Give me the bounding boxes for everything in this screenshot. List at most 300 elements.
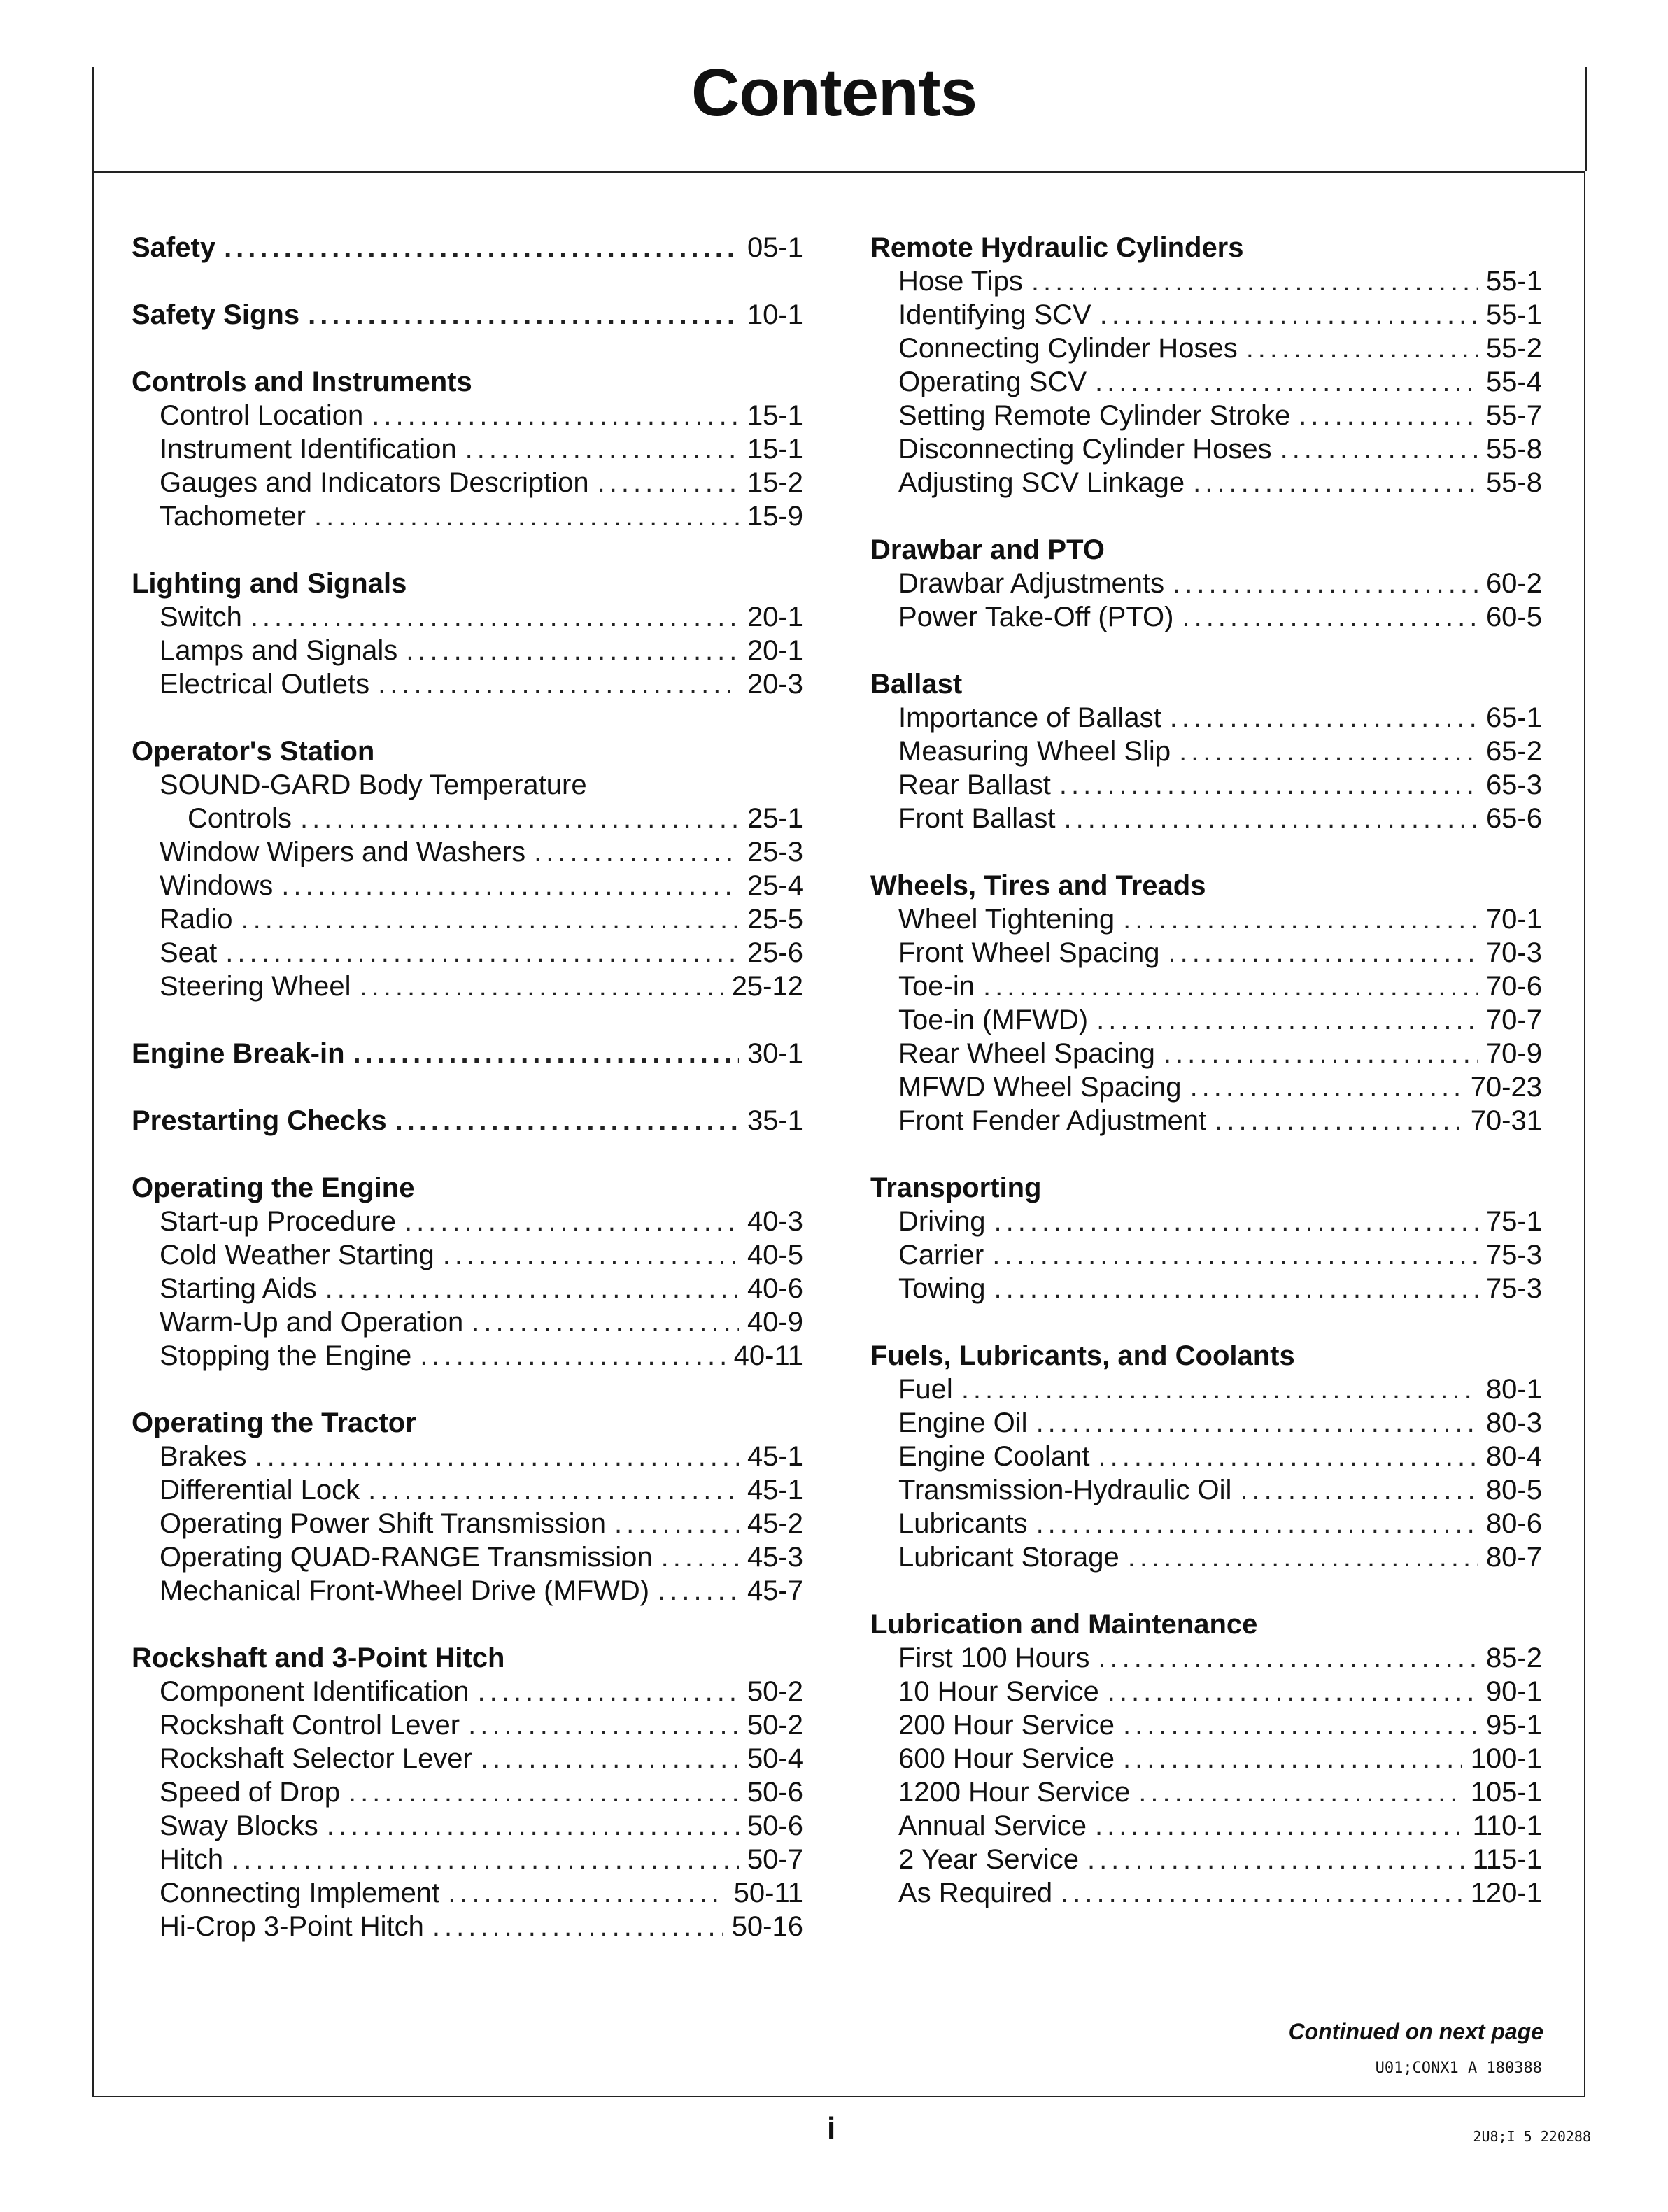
dot-leader xyxy=(1123,1742,1462,1775)
toc-page-number: 15-9 xyxy=(747,501,803,532)
toc-page-number: 80-3 xyxy=(1485,1408,1542,1438)
toc-entry-label: Setting Remote Cylinder Stroke xyxy=(898,400,1291,431)
toc-page-number: 75-3 xyxy=(1485,1273,1542,1304)
dot-leader xyxy=(1096,1003,1478,1037)
toc-page-number: 45-1 xyxy=(747,1441,803,1472)
dot-leader xyxy=(368,1473,739,1507)
dot-leader xyxy=(961,1373,1478,1406)
toc-entry xyxy=(132,1809,803,1843)
toc-entry xyxy=(132,1708,803,1742)
toc-left-column xyxy=(132,231,803,1943)
toc-entry xyxy=(870,970,1542,1003)
toc-entry xyxy=(132,768,803,802)
toc-entry xyxy=(132,970,803,1003)
toc-entry-label: 600 Hour Service xyxy=(898,1743,1115,1774)
dot-leader xyxy=(224,231,739,264)
toc-entry-label: 200 Hour Service xyxy=(898,1710,1115,1740)
toc-entry xyxy=(870,735,1542,768)
toc-entry-label: Power Take-Off (PTO) xyxy=(898,602,1174,632)
dot-leader xyxy=(225,936,739,970)
toc-page-number: 45-1 xyxy=(747,1475,803,1505)
toc-section-heading xyxy=(132,365,803,399)
toc-entry-label: Fuels, Lubricants, and Coolants xyxy=(870,1340,1295,1371)
toc-entry-label: Window Wipers and Washers xyxy=(160,837,526,867)
toc-entry-label: Safety xyxy=(132,232,216,263)
toc-entry-label: Rockshaft Selector Lever xyxy=(160,1743,472,1774)
toc-entry xyxy=(870,1473,1542,1507)
continued-note: Continued on next page xyxy=(1288,2019,1543,2044)
toc-entry-label: Wheel Tightening xyxy=(898,904,1115,935)
toc-entry xyxy=(870,1641,1542,1675)
dot-leader xyxy=(308,298,739,332)
toc-entry xyxy=(870,1272,1542,1305)
toc-page-number: 70-1 xyxy=(1485,904,1542,935)
toc-page-number: 65-1 xyxy=(1485,702,1542,733)
toc-entry xyxy=(870,902,1542,936)
toc-entry xyxy=(132,1876,803,1910)
toc-entry xyxy=(870,567,1542,600)
toc-entry xyxy=(132,399,803,432)
toc-entry-label: First 100 Hours xyxy=(898,1643,1090,1673)
dot-leader xyxy=(1190,1070,1462,1104)
toc-page-number: 20-3 xyxy=(747,669,803,700)
dot-leader xyxy=(255,1440,739,1473)
toc-entry xyxy=(870,466,1542,499)
toc-entry-label: Engine Coolant xyxy=(898,1441,1090,1472)
toc-entry-label: Lubricant Storage xyxy=(898,1542,1119,1573)
toc-page-number: 25-4 xyxy=(747,870,803,901)
toc-entry-label: Lighting and Signals xyxy=(132,568,407,599)
dot-leader xyxy=(1098,1440,1478,1473)
toc-section-heading xyxy=(132,1406,803,1440)
toc-entry xyxy=(870,1440,1542,1473)
toc-page-number: 45-2 xyxy=(747,1508,803,1539)
toc-page-number: 35-1 xyxy=(747,1105,803,1136)
toc-entry-label: Drawbar and PTO xyxy=(870,534,1105,565)
toc-page-number: 60-2 xyxy=(1485,568,1542,599)
toc-entry-label: 2 Year Service xyxy=(898,1844,1079,1875)
toc-entry-label: Rear Wheel Spacing xyxy=(898,1038,1155,1069)
toc-entry xyxy=(132,1675,803,1708)
dot-leader xyxy=(348,1775,739,1809)
toc-entry-label: Tachometer xyxy=(160,501,306,532)
toc-page-number: 40-5 xyxy=(747,1240,803,1270)
toc-entry xyxy=(870,1708,1542,1742)
dot-leader xyxy=(1059,768,1478,802)
toc-entry-label: Toe-in xyxy=(898,971,975,1002)
toc-section-heading xyxy=(132,1104,803,1137)
toc-page-number: 55-8 xyxy=(1485,434,1542,465)
dot-leader xyxy=(983,970,1478,1003)
dot-leader xyxy=(1098,1641,1478,1675)
toc-page-number: 70-6 xyxy=(1485,971,1542,1002)
toc-section-heading xyxy=(870,1171,1542,1205)
dot-leader xyxy=(420,1339,725,1373)
dot-leader xyxy=(1299,399,1478,432)
toc-entry-label: Transmission-Hydraulic Oil xyxy=(898,1475,1232,1505)
toc-entry-label: Sway Blocks xyxy=(160,1810,318,1841)
toc-entry xyxy=(132,634,803,667)
toc-entry-label: 10 Hour Service xyxy=(898,1676,1099,1707)
toc-section-heading xyxy=(132,298,803,332)
toc-entry xyxy=(132,600,803,634)
toc-page-number: 45-3 xyxy=(747,1542,803,1573)
toc-entry-label: Start-up Procedure xyxy=(160,1206,396,1237)
toc-entry-label: Carrier xyxy=(898,1240,984,1270)
dot-leader xyxy=(1138,1775,1462,1809)
toc-entry-label: Mechanical Front-Wheel Drive (MFWD) xyxy=(160,1575,650,1606)
toc-entry-label: MFWD Wheel Spacing xyxy=(898,1072,1182,1103)
toc-entry xyxy=(132,1205,803,1238)
dot-leader xyxy=(404,1205,739,1238)
toc-entry xyxy=(132,1339,803,1373)
toc-entry xyxy=(870,1742,1542,1775)
toc-entry-label: Instrument Identification xyxy=(160,434,457,465)
toc-entry xyxy=(132,466,803,499)
toc-entry xyxy=(132,432,803,466)
toc-entry-label: Driving xyxy=(898,1206,986,1237)
toc-entry-label: Lamps and Signals xyxy=(160,635,398,666)
toc-entry-label: Connecting Cylinder Hoses xyxy=(898,333,1238,364)
dot-leader xyxy=(1182,600,1477,634)
toc-entry xyxy=(132,1574,803,1608)
toc-entry-label: Seat xyxy=(160,937,218,968)
dot-leader xyxy=(1170,701,1478,735)
toc-page-number: 50-7 xyxy=(747,1844,803,1875)
toc-entry-label: Front Fender Adjustment xyxy=(898,1105,1207,1136)
toc-section-heading xyxy=(132,1037,803,1070)
dot-leader xyxy=(994,1205,1477,1238)
toc-page-number: 65-2 xyxy=(1485,736,1542,767)
toc-entry xyxy=(132,802,803,835)
toc-page-number: 20-1 xyxy=(747,635,803,666)
toc-page-number: 100-1 xyxy=(1470,1743,1542,1774)
toc-entry xyxy=(870,936,1542,970)
toc-entry-label: Rockshaft and 3-Point Hitch xyxy=(132,1643,505,1673)
toc-entry-label: Hose Tips xyxy=(898,266,1023,297)
toc-page-number: 30-1 xyxy=(747,1038,803,1069)
toc-entry-label: Speed of Drop xyxy=(160,1777,340,1808)
toc-entry-label: Windows xyxy=(160,870,274,901)
toc-page-number: 115-1 xyxy=(1472,1844,1542,1875)
dot-leader xyxy=(1100,298,1478,332)
toc-page-number: 50-2 xyxy=(747,1676,803,1707)
toc-section-heading xyxy=(870,1608,1542,1641)
toc-entry xyxy=(132,1272,803,1305)
toc-entry xyxy=(132,936,803,970)
dot-leader xyxy=(1246,332,1478,365)
toc-entry xyxy=(132,499,803,533)
toc-section-heading xyxy=(870,869,1542,902)
dot-leader xyxy=(661,1540,739,1574)
toc-page-number: 50-6 xyxy=(747,1777,803,1808)
toc-page-number: 70-3 xyxy=(1485,937,1542,968)
toc-page-number: 55-1 xyxy=(1485,266,1542,297)
toc-page-number: 40-11 xyxy=(733,1340,803,1371)
toc-page-number: 80-7 xyxy=(1485,1542,1542,1573)
toc-page-number: 25-5 xyxy=(747,904,803,935)
toc-entry xyxy=(132,1238,803,1272)
toc-page-number: 15-1 xyxy=(747,434,803,465)
toc-entry xyxy=(132,1473,803,1507)
toc-entry-label: Annual Service xyxy=(898,1810,1087,1841)
toc-entry-label: Operator's Station xyxy=(132,736,375,767)
toc-section-heading xyxy=(132,1171,803,1205)
toc-section-heading xyxy=(870,231,1542,264)
toc-entry xyxy=(132,1742,803,1775)
toc-entry-label: Controls xyxy=(188,803,292,834)
dot-leader xyxy=(372,399,739,432)
toc-entry-label: Operating SCV xyxy=(898,367,1087,397)
dot-leader xyxy=(534,835,739,869)
toc-page-number: 70-7 xyxy=(1485,1005,1542,1035)
toc-entry xyxy=(870,1104,1542,1137)
toc-entry xyxy=(132,1843,803,1876)
toc-entry-label: Engine Break-in xyxy=(132,1038,345,1069)
toc-page-number: 40-6 xyxy=(747,1273,803,1304)
toc-page-number: 80-5 xyxy=(1485,1475,1542,1505)
toc-page-number: 50-16 xyxy=(731,1911,803,1942)
toc-entry-label: Operating the Tractor xyxy=(132,1408,416,1438)
toc-entry-label: Identifying SCV xyxy=(898,299,1091,330)
dot-leader xyxy=(314,499,739,533)
dot-leader xyxy=(395,1104,739,1137)
toc-entry xyxy=(870,768,1542,802)
toc-section-heading xyxy=(132,735,803,768)
toc-entry-label: Operating the Engine xyxy=(132,1172,415,1203)
dot-leader xyxy=(1280,432,1478,466)
toc-entry xyxy=(870,1373,1542,1406)
dot-leader xyxy=(1095,365,1478,399)
toc-page-number: 55-7 xyxy=(1485,400,1542,431)
dot-leader xyxy=(1036,1406,1478,1440)
toc-entry-label: Front Wheel Spacing xyxy=(898,937,1160,968)
toc-entry-label: Gauges and Indicators Description xyxy=(160,467,589,498)
toc-page-number: 75-1 xyxy=(1485,1206,1542,1237)
toc-entry-label: Adjusting SCV Linkage xyxy=(898,467,1185,498)
toc-page-number: 55-2 xyxy=(1485,333,1542,364)
toc-entry-label: Safety Signs xyxy=(132,299,300,330)
toc-section-heading xyxy=(132,567,803,600)
toc-page-number: 110-1 xyxy=(1472,1810,1542,1841)
dot-leader xyxy=(1031,264,1478,298)
dot-leader xyxy=(1240,1473,1478,1507)
toc-page-number: 80-1 xyxy=(1485,1374,1542,1405)
toc-entry xyxy=(870,1003,1542,1037)
toc-page-number: 10-1 xyxy=(747,299,803,330)
toc-page-number: 45-7 xyxy=(747,1575,803,1606)
toc-entry xyxy=(870,1238,1542,1272)
toc-entry-label: Brakes xyxy=(160,1441,247,1472)
toc-page-number: 55-8 xyxy=(1485,467,1542,498)
toc-entry xyxy=(132,902,803,936)
toc-entry xyxy=(870,1775,1542,1809)
toc-entry xyxy=(132,1305,803,1339)
toc-page-number: 50-11 xyxy=(733,1878,803,1908)
dot-leader xyxy=(614,1507,739,1540)
toc-page-number: 90-1 xyxy=(1485,1676,1542,1707)
toc-page-number: 65-3 xyxy=(1485,770,1542,800)
toc-page-number: 25-12 xyxy=(731,971,803,1002)
toc-page-number: 75-3 xyxy=(1485,1240,1542,1270)
page-number: i xyxy=(827,2111,836,2146)
toc-entry-label: Controls and Instruments xyxy=(132,367,472,397)
dot-leader xyxy=(1095,1809,1464,1843)
toc-entry-label: Importance of Ballast xyxy=(898,702,1161,733)
toc-page-number: 55-1 xyxy=(1485,299,1542,330)
toc-entry-label: Measuring Wheel Slip xyxy=(898,736,1171,767)
dot-leader xyxy=(281,869,739,902)
toc-page-number: 25-3 xyxy=(747,837,803,867)
dot-leader xyxy=(1128,1540,1478,1574)
toc-entry xyxy=(132,869,803,902)
toc-entry xyxy=(870,1507,1542,1540)
dot-leader xyxy=(232,1843,739,1876)
dot-leader xyxy=(1087,1843,1464,1876)
toc-entry-label: Front Ballast xyxy=(898,803,1056,834)
toc-section-heading xyxy=(132,1641,803,1675)
toc-entry xyxy=(870,1406,1542,1440)
dot-leader xyxy=(598,466,739,499)
toc-entry xyxy=(870,332,1542,365)
dot-leader xyxy=(359,970,723,1003)
toc-page-number: 20-1 xyxy=(747,602,803,632)
toc-entry-label: Operating QUAD-RANGE Transmission xyxy=(160,1542,653,1573)
dot-leader xyxy=(325,1272,739,1305)
dot-leader xyxy=(478,1675,739,1708)
dot-leader xyxy=(1173,567,1478,600)
toc-entry-label: As Required xyxy=(898,1878,1053,1908)
dot-leader xyxy=(994,1272,1478,1305)
dot-leader xyxy=(481,1742,739,1775)
toc-entry-label: Rockshaft Control Lever xyxy=(160,1710,460,1740)
toc-entry-label: Connecting Implement xyxy=(160,1878,440,1908)
toc-page-number: 25-6 xyxy=(747,937,803,968)
toc-entry xyxy=(870,600,1542,634)
toc-right-column xyxy=(870,231,1542,1910)
dot-leader xyxy=(658,1574,739,1608)
toc-page-number: 60-5 xyxy=(1485,602,1542,632)
dot-leader xyxy=(353,1037,739,1070)
dot-leader xyxy=(1179,735,1478,768)
toc-entry xyxy=(870,264,1542,298)
toc-page-number: 50-4 xyxy=(747,1743,803,1774)
toc-page-number: 120-1 xyxy=(1470,1878,1542,1908)
toc-entry-label: Toe-in (MFWD) xyxy=(898,1005,1089,1035)
dot-leader xyxy=(992,1238,1478,1272)
toc-entry-label: SOUND-GARD Body Temperature xyxy=(160,770,587,800)
toc-page-number: 15-2 xyxy=(747,467,803,498)
dot-leader xyxy=(443,1238,739,1272)
toc-entry xyxy=(870,298,1542,332)
toc-section-heading xyxy=(870,533,1542,567)
toc-page-number: 95-1 xyxy=(1485,1710,1542,1740)
toc-entry xyxy=(132,1440,803,1473)
toc-entry xyxy=(870,1675,1542,1708)
toc-entry xyxy=(870,802,1542,835)
toc-entry-label: Control Location xyxy=(160,400,364,431)
toc-entry xyxy=(870,1070,1542,1104)
toc-entry-label: Fuel xyxy=(898,1374,953,1405)
dot-leader xyxy=(472,1305,739,1339)
dot-leader xyxy=(1061,1876,1462,1910)
dot-leader xyxy=(378,667,739,701)
toc-entry xyxy=(870,432,1542,466)
dot-leader xyxy=(1215,1104,1462,1137)
toc-entry xyxy=(132,1540,803,1574)
toc-entry-label: Prestarting Checks xyxy=(132,1105,387,1136)
toc-entry-label: Hitch xyxy=(160,1844,224,1875)
toc-page-number: 70-23 xyxy=(1470,1072,1542,1103)
toc-page-number: 05-1 xyxy=(747,232,803,263)
toc-entry xyxy=(132,1775,803,1809)
toc-entry xyxy=(870,1876,1542,1910)
toc-entry-label: Operating Power Shift Transmission xyxy=(160,1508,607,1539)
toc-entry xyxy=(870,399,1542,432)
toc-entry-label: Electrical Outlets xyxy=(160,669,370,700)
toc-entry-label: Rear Ballast xyxy=(898,770,1051,800)
dot-leader xyxy=(300,802,739,835)
toc-entry-label: 1200 Hour Service xyxy=(898,1777,1131,1808)
dot-leader xyxy=(1193,466,1478,499)
toc-entry-label: Wheels, Tires and Treads xyxy=(870,870,1206,901)
dot-leader xyxy=(406,634,739,667)
dot-leader xyxy=(1036,1507,1478,1540)
toc-entry-label: Differential Lock xyxy=(160,1475,360,1505)
toc-entry-label: Radio xyxy=(160,904,233,935)
dot-leader xyxy=(1064,802,1478,835)
toc-entry xyxy=(870,1205,1542,1238)
toc-entry-label: Hi-Crop 3-Point Hitch xyxy=(160,1911,424,1942)
dot-leader xyxy=(327,1809,739,1843)
toc-page-number: 50-6 xyxy=(747,1810,803,1841)
dot-leader xyxy=(1123,1708,1478,1742)
dot-leader xyxy=(465,432,739,466)
toc-entry xyxy=(870,1809,1542,1843)
toc-entry-label: Steering Wheel xyxy=(160,971,351,1002)
toc-page-number: 50-2 xyxy=(747,1710,803,1740)
toc-entry-label: Switch xyxy=(160,602,242,632)
toc-entry xyxy=(132,1910,803,1943)
toc-entry-label: Engine Oil xyxy=(898,1408,1028,1438)
toc-entry-label: Lubrication and Maintenance xyxy=(870,1609,1258,1640)
toc-page-number: 70-31 xyxy=(1470,1105,1542,1136)
dot-leader xyxy=(448,1876,725,1910)
toc-page-number: 105-1 xyxy=(1470,1777,1542,1808)
toc-entry-label: Stopping the Engine xyxy=(160,1340,412,1371)
toc-entry xyxy=(132,1507,803,1540)
toc-entry-label: Lubricants xyxy=(898,1508,1028,1539)
toc-page-number: 70-9 xyxy=(1485,1038,1542,1069)
toc-entry-label: Component Identification xyxy=(160,1676,469,1707)
dot-leader xyxy=(241,902,739,936)
toc-page-number: 40-9 xyxy=(747,1307,803,1338)
toc-entry-label: Warm-Up and Operation xyxy=(160,1307,464,1338)
toc-entry-label: Drawbar Adjustments xyxy=(898,568,1165,599)
toc-page-number: 80-6 xyxy=(1485,1508,1542,1539)
toc-page-number: 40-3 xyxy=(747,1206,803,1237)
dot-leader xyxy=(250,600,739,634)
bottom-code: 2U8;I 5 220288 xyxy=(1473,2128,1591,2145)
dot-leader xyxy=(432,1910,723,1943)
dot-leader xyxy=(1164,1037,1478,1070)
dot-leader xyxy=(1168,936,1478,970)
toc-page-number: 65-6 xyxy=(1485,803,1542,834)
toc-section-heading xyxy=(870,1339,1542,1373)
toc-page-number: 15-1 xyxy=(747,400,803,431)
dot-leader xyxy=(468,1708,739,1742)
toc-entry-label: Transporting xyxy=(870,1172,1042,1203)
